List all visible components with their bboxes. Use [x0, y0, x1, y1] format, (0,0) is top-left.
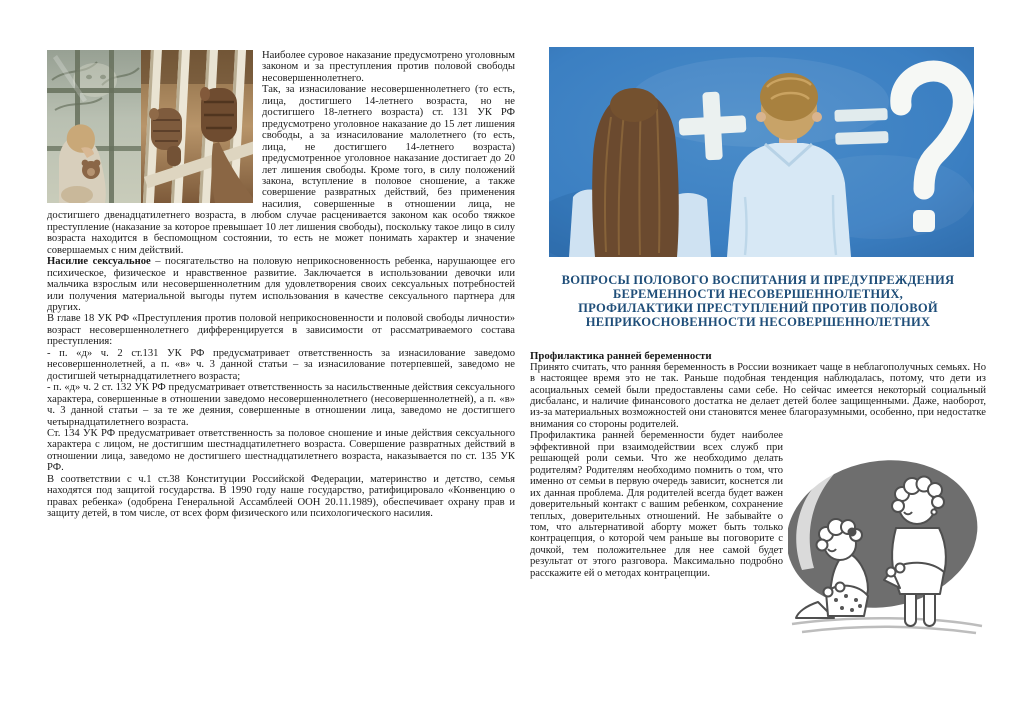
- prevention-paragraph: Профилактика ранней беременности будет наиболее эффективной при взаимодействии всех служб при решающей роли семьи. Что же необходимо делать родителям? Родителям необходимо помнить о том, что именно от семьи в первую очередь зависит, коснется ли их данная проблема. Для родителей всегда будет важен доверительный контакт с вашим ребенком, сохранение теплых, доверительных отношений. Не забывайте о том, что альтернативой аборту может быть только контрацепция, о которой чем раньше вы поговорите с дочкой, тем положительнее для нее самой будет результат от этого разговора. Максимально подробно расскажите ей о методах контрацепции.: [530, 430, 783, 579]
- chalkboard-image: [549, 47, 974, 257]
- chalk-equals-label: =: [861, 119, 867, 130]
- toddler-hand: [836, 583, 845, 592]
- teddy-ear: [82, 160, 89, 167]
- chalk-question-label: ?: [929, 159, 935, 170]
- article-132-item: - п. «д» ч. 2 ст. 132 УК РФ предусматривает ответственность за насильственные действия сексуального характера, совершенные в отношении заведомо несовершеннолетнего (несовершеннолетней), а п. «в» ч. 3 данной статьи – за те же деяния, совершенные в отношении лица, заведомо не достигшего четырнадцатилетнего возраста.: [47, 382, 515, 428]
- title-line-4: НЕПРИКОСНОВЕННОСТИ НЕСОВЕРШЕННОЛЕТНИХ: [585, 314, 931, 329]
- early-pregnancy-subheading: Профилактика ранней беременности: [530, 349, 712, 362]
- chapter18-paragraph: В главе 18 УК РФ «Преступления против половой неприкосновенности и половой свободы личности» возраст несовершеннолетнего дифференцируется в зависимости от рассматриваемого состава преступления:: [47, 313, 515, 348]
- sexual-violence-paragraph: [47, 256, 515, 313]
- ghost-eye: [100, 75, 106, 79]
- prevention-block: [530, 430, 986, 579]
- hair-bow: [849, 529, 856, 536]
- toddler-hand: [887, 568, 896, 577]
- boy-hair: [760, 73, 818, 121]
- toddler-ear: [931, 510, 936, 515]
- title-line-3: ПРОФИЛАКТИКИ ПРЕСТУПЛЕНИЙ ПРОТИВ ПОЛОВОЙ: [578, 300, 938, 315]
- window-bar: [109, 50, 114, 203]
- prison-collage-image: [47, 50, 253, 203]
- rape-penalties-paragraph: Так, за изнасилование несовершеннолетнего (то есть, лица, достигшего 14-летнего возраста, но не достигшего 18-летнего возраста) ст. 131 УК РФ предусмотрено уголовное наказание до 15 лет лишения свободы, а за изнасилование малолетнего (то есть, лица, не достигшего 14-летнего возраста) предусмотренное уголовное наказание достигает до 20 лет лишения свободы. Кроме того, в силу положений закона, вступление в половое сношение, а также совершение развратных действий, без применения насилия, совершенные в отношении лица, не достигшего двенадцатилетнего возраста, в любом случае расценивается законом как особо тяжкое преступление (наказание за которое превышает 10 лет лишения свободы), поскольку такое лицо в силу возраста находится в беспомощном состоянии, то есть не может понимать характер и значение совершаемых с ним действий.: [47, 84, 515, 256]
- prison-collage-photo: [47, 50, 253, 203]
- ghost-eye: [86, 75, 92, 79]
- right-page-body: [530, 350, 986, 580]
- toddlers-illustration: [788, 432, 986, 637]
- chalk-plus-label: +: [712, 123, 718, 134]
- boy-ear: [756, 112, 766, 122]
- ground-lines: [792, 619, 982, 634]
- article-134-paragraph: Ст. 134 УК РФ предусматривает ответственность за половое сношение и иные действия сексуального характера с лицом, не достигшим шестнадцатилетнего возраста. Совершение развратных действий в отношении лица, заведомо не достигшего шестнадцатилетнего возраста, наказывается по ст. 135 УК РФ.: [47, 427, 515, 474]
- teddy-ear: [94, 160, 101, 167]
- toddler-hand: [824, 588, 833, 597]
- toddler-hand: [896, 564, 905, 573]
- article-131-item: - п. «д» ч. 2 ст.131 УК РФ предусматривает ответственность за изнасилование заведомо несовершеннолетней, а п. «в» ч. 3 данной статьи – за изнасилование потерпевшей, заведомо не достигшей четырнадцатилетнего возраста;: [47, 347, 515, 382]
- chalkboard-photo: [549, 47, 974, 257]
- intro-paragraph: Наиболее суровое наказание предусмотрено уголовным законом и за преступления против половой свободы несовершеннолетнего.: [262, 50, 515, 84]
- toddlers-drawing: [788, 432, 986, 637]
- boy-ear: [812, 112, 822, 122]
- sexual-violence-term: Насилие сексуальное: [47, 256, 151, 268]
- title-line-2: БЕРЕМЕННОСТИ НЕСОВЕРШЕННОЛЕТНИХ,: [612, 286, 904, 301]
- constitution-paragraph: В соответствии с ч.1 ст.38 Конституции Российской Федерации, материнство и детство, семья находятся под защитой государства. В 1990 году наше государство, ратифицировало «Конвенцию о правах ребенка» (одобрена Генеральной Ассамблеей ООН 20.11.1989), обеспечивает охрану прав и защиту детей, в том числе, от всех форм физического или психологического насилия.: [47, 473, 515, 520]
- teddy-snout: [87, 168, 95, 176]
- title-line-1: ВОПРОСЫ ПОЛОВОГО ВОСПИТАНИЯ И ПРЕДУПРЕЖДЕНИЯ: [561, 273, 955, 287]
- right-page: [530, 47, 986, 637]
- gray-oval-background: [788, 446, 986, 623]
- girl-head-top: [610, 88, 658, 122]
- window-bar: [47, 88, 141, 93]
- pregnancy-trend-paragraph: Принято считать, что ранняя беременность в России возникает чаще в неблагополучных семьях. Но в настоящее время это не так. Раньше подобная тенденция наблюдалась, потому, что дети из асоциальных семей были предоставлены сами себе. Но сейчас имеется некоторый социальный дисбаланс, и наличие финансового достатка не делает детей более защищенными. Даже, наоборот, из-за материальных возможностей они становятся менее благоразумными, особенно, при недостатке внимания со стороны родителей.: [530, 361, 986, 430]
- left-page: [47, 50, 515, 520]
- sexual-violence-definition: – посягательство на половую неприкосновенность ребенка, нарушающее его психическое, физическое и нравственное развитие. Заключается в использовании девочки или мальчика взрослым или несовершеннолетним для удовлетворения своих сексуальных потребностей или получения материальной выгоды путем использования в качестве сексуального партнера для других.: [47, 256, 516, 313]
- page-title: [530, 274, 986, 330]
